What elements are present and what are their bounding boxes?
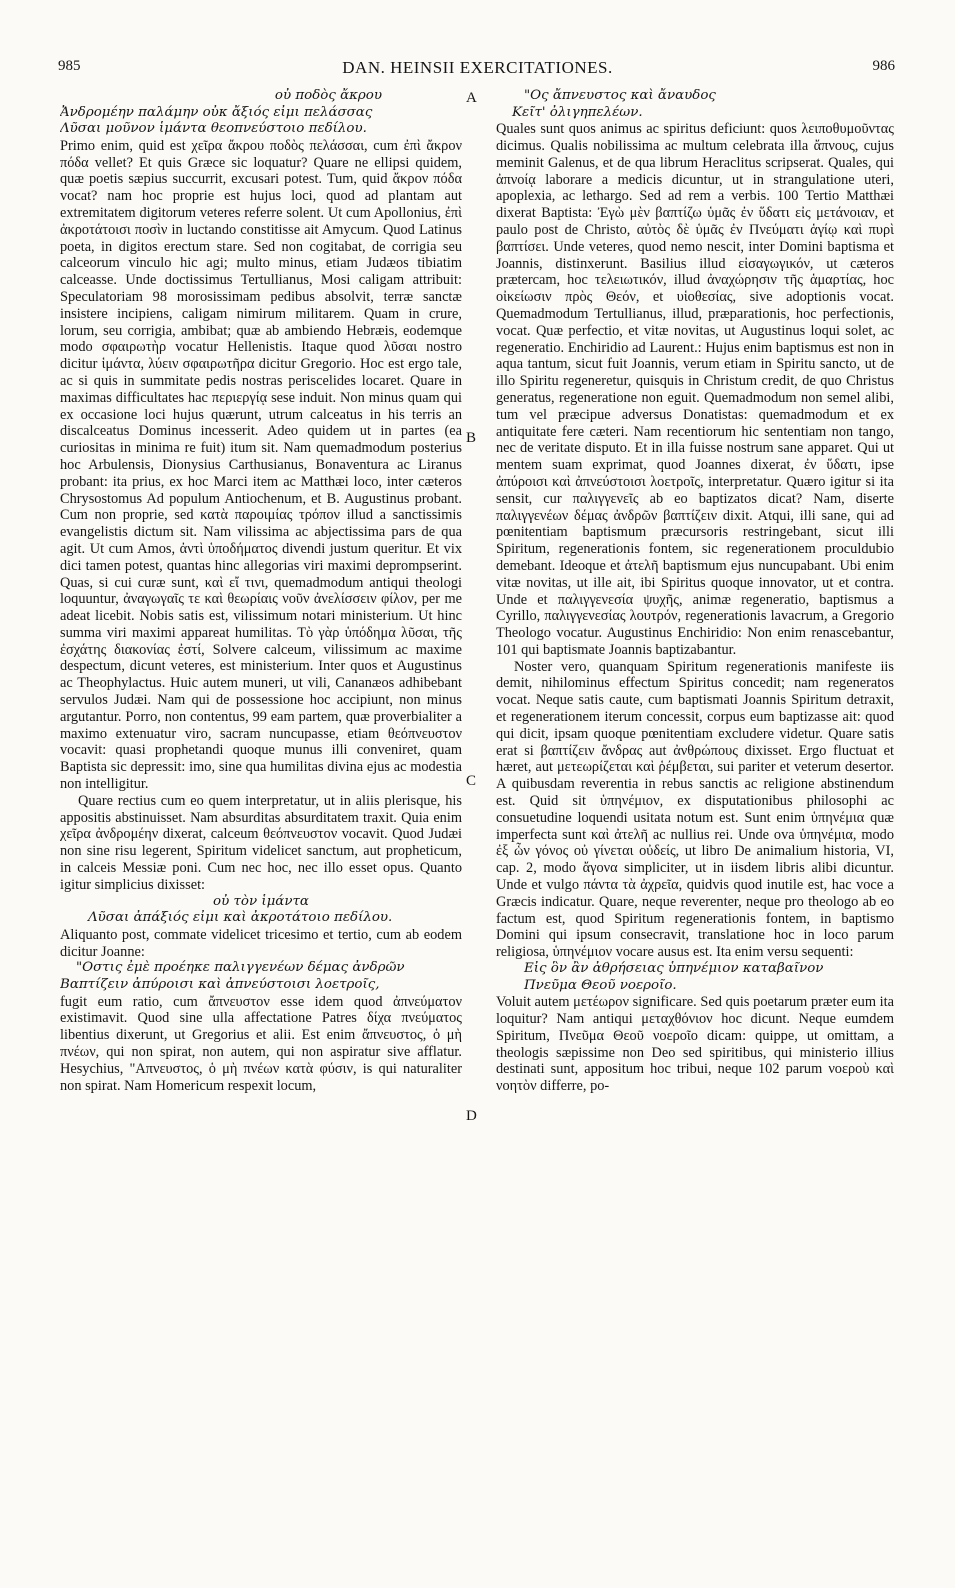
verse-line: Κεῖτ' ὀλιγηπελέων. bbox=[512, 104, 643, 120]
margin-marker-d: D bbox=[466, 1108, 477, 1124]
verse-line: οὐ ποδὸς ἄκρου bbox=[274, 88, 382, 103]
paragraph: fugit eum ratio, cum ἄπνευστον esse idem quod ἀπνεύματον existimavit. Quod sine ulla affectatione Patres δίχα πνεύματος libentius dixerunt, ut Gregorius et alii. Est enim ἄπνευστος, ὁ μὴ πνέων, qui non spirat, non autem, qui non aspiratur sive afflatur. Hesychius, "Απνευστος, ὁ μὴ πνέων κατὰ φύσιν, is qui naturaliter non spirat. Nam Homericum respexit locum, bbox=[60, 993, 462, 1094]
verse-line: Λῦσαι μοῦνον ἱμάντα θεοπνεύστοιο πεδίλου. bbox=[60, 121, 367, 137]
verse-line: Πνεῦμα Θεοῦ νοεροῖο. bbox=[524, 977, 677, 993]
page-number-left: 985 bbox=[58, 58, 81, 74]
margin-marker-c: C bbox=[466, 773, 477, 789]
verse-line: "Οστις ἐμὲ προέηκε παλιγγενέων δέμας ἀνδρῶν bbox=[76, 960, 405, 976]
verse-line: Βαπτίζειν ἀπύροισι καὶ ἀπνεύστοισι λοετροῖς, bbox=[60, 977, 380, 993]
running-title: DAN. HEINSII EXERCITATIONES. bbox=[342, 58, 613, 77]
paragraph: Quales sunt quos animus ac spiritus deficiunt: quos λειποθυμοῦντας dicimus. Qualis nobilissima ac multum celebrata illa ἄπνους, cujus meminit Galenus, et de qua librum Heraclitus scripserat. Quales, qui ἀπνοίᾳ laborare a medicis dicuntur, ut in strangulatione uteri, apoplexia, ac lethargo. Sed ad rem a verbis. 100 Tertio Matthæi dixerat Baptista: Ἐγὼ μὲν βαπτίζω ὑμᾶς ἐν ὕδατι εἰς μετάνοιαν, et paulo post de Christo, αὐτὸς δὲ ὑμᾶς ἐν Πνεύματι ἁγίῳ καὶ πυρὶ βαπτίσει. Unde veteres, quod nemo nescit, inter Domini baptisma et Joannis, distinxerunt. Basilius illud εἰσαγωγικόν, ut cæteros prætercam, hoc τελειωτικόν, illud ἀναχώρησιν τῆς ἁμαρτίας, hoc οἰκείωσιν πρὸς Θεόν, et υἱοθεσίας, sive adoptionis vocat. Quemadmodum Tertullianus, illud, præparationis, hoc perfectionis, vocat. Quæ perfectio, et vitæ novitas, ut Augustinus loqui solet, ac regeneratio. Enchiridio ad Laurent.: Hujus enim baptismus est non in aqua tantum, sicut fuit Joannis, verum etiam in Spiritu sancto, ut de illo Spiritu regeneretur, quisquis in Christum credit, de quo Christus generatus, regeneratione non eguit. Quemadmodum non semel alibi, tum vel præcipue adversus Donatistas: quemadmodum et ex antiquitate fere cæteri. Nam recentiorum hic sententiam non tango, nec de veritate disputo. Et in illa fuisse nostrum sane apparet. Qui ut mentem suam exprimat, quod Joannes dixerat, ἐν ὕδατι, ipse ἀπύροισι καὶ ἀπνεύστοισι λοετροῖς, interpretatur. Quæro igitur si ita sensit, cur παλιγγενεῖς ab eo baptizatos dicat? Nam, diserte παλιγγενέων δέμας ἀνδρῶν βαπτίζειν dixit. Atqui, illi sane, qui ad pœnitentiam baptismum præcursoris restringebant, sicut illi Spiritum, regenerationis fontem, sic regenerationem proculdubio demebant. Ideoque et ἀτελῆ baptismum ejus nuncupabant. Ubi enim vitæ novitas, ut ille ait, ibi Spiritus quoque innovator, ut et contra. Unde et παλιγγενεσία ψυχῆς, animæ regeneratio, baptismus a Cyrillo, παλιγγενεσίας λουτρόν, regenerationis lavacrum, a Gregorio Theologo vocatur. Augustinus Enchiridio: Non enim renascebantur, 101 qui baptismate Joannis baptizabantur. bbox=[496, 121, 894, 658]
verse-line: Λῦσαι ἀπάξιός εἰμι καὶ ἀκροτάτοιο πεδίλου. bbox=[88, 910, 393, 926]
paragraph: Quare rectius cum eo quem interpretatur, ut in aliis plerisque, his appositis abstinuisset. Nam absurditas absurditatem traxit. Quia enim χεῖρα ἀνδρομέην dixerat, calceum θεόπνευστον vocavit. Quod Judæi non sine risu legerent, Spiritum videlicet sanctum, aut propheticum, in calceis Messiæ poni. Cum nec hoc, nec illo esset opus. Quanto igitur simplicius dixisset: bbox=[60, 792, 462, 893]
paragraph: Aliquanto post, commate videlicet tricesimo et tertio, cum ab eodem dicitur Joanne: bbox=[60, 926, 462, 960]
right-column bbox=[496, 88, 894, 1578]
verse-line: "Ος ἄπνευστος καὶ ἄναυδος bbox=[524, 88, 716, 103]
page-number-right: 986 bbox=[872, 58, 895, 74]
left-column bbox=[60, 88, 462, 1578]
verse-line: Ἀνδρομέην παλάμην οὐκ ἄξιός εἰμι πελάσσας bbox=[60, 104, 373, 120]
paragraph: Primo enim, quid est χεῖρα ἄκρου ποδὸς πελάσσαι, cum ἐπὶ ἄκρον πόδα vellet? Et quis Græce sic loquatur? Quare ne ellipsi quidem, quæ poetis sæpius succurrit, excusari potest. Tum, quid ἄκρον πόδα vocat? nam hoc proprie est hujus loci, quod ad plantam aut extremitatem digitorum veteres referre solent. Ut cum Apollonius, ἐπὶ ἀκροτάτοισι ποσὶν in luctando constitisse ait Amycum. Quod Latinus poeta, in digitos erectum stare. Sed non cogitabat, de corrigia seu calceorum vinculo hic agi; multo minus, etiam Judæos tibiatim calceasse. Unde doctissimus Tertullianus, Mosi caligam attribuit: Speculatoriam 98 morosissimam pedibus absolvit, terræ sanctæ insistere incipiens, caligam nimirum militarem. Quam in crure, lorum, seu corrigia, ambibat; quæ ab ambiendo Hebræis, eodemque modo σφαιρωτὴρ vocatur Hellenistis. Itaque quod λῦσαι nostro dicitur ἱμάντα, λύειν σφαιρωτῆρα dicitur Gregorio. Hoc est ergo tale, ac si quis in summitate pedis nostras periscelides locaret. Quare in maximas difficultates hac περιεργίᾳ sese induit. Non minus quam qui ex occasione loci hujus quærunt, utrum calceatus in his terris an discalceatus Dominus incesserit. Adeo quidem ut in partes (ea curiositas in minima re fuit) itum sit. Nam quemadmodum posterius hoc Arbulensis, Dionysius Carthusianus, Bonaventura ac Liranus probant: ita prius, ex hoc Marci item ac Matthæi loco, inter cæteros Chrysostomus Ad populum Antiochenum, et B. Augustinus probant. Cum non proprie, sed κατὰ παροιμίας τρόπον illud a sanctissimis evangelistis dictum sit. Nam vilissima ac abjectissima pars de qua agit. Ut cum Amos, ἀντὶ ὑποδήματος divendi justum queritur. Et vix dici tamen potest, quantas hinc allegorias viri maximi deprompserint. Quas, si cui curæ sunt, καὶ εἴ τινι, quemadmodum antiqui theologi loquuntur, ἀναγωγαῖς τε καὶ θεωρίαις νοῦν ἀνελίσσειν φίλον, per me adeat licebit. Nobis satis est, vilissimum notari ministerium. Ut hinc summa viri maximi appareat humilitas. Τὸ γὰρ ὑπόδημα λῦσαι, τῆς ἐσχάτης διακονίας ἐστί, Solvere calceum, vilissimum ac maxime despectum, dicunt veteres, est ministerium. Inter quos et Augustinus ac Theophylactus. Huic autem muneri, ut vili, Cananæos adhibebant servulos Judæi. Nam qui de possessione hoc accipiunt, non minus argutantur. Porro, non contentus, 99 eam partem, quæ proverbialiter a maximo extenuatur viro, sacram nuncupasse, etiam θεόπνευστον vocavit: quasi prophetandi quoque munus illi conveniret, quam Baptista sic depressit: imo, sine qua humilitas divina ejus ac modestia non intelligitur. bbox=[60, 137, 462, 793]
paragraph: Noster vero, quanquam Spiritum regenerationis manifeste iis demit, nihilominus effectum Spiritus concedit; nam regeneratos vocat. Neque satis caute, cum baptismati Joannis Spiritum detraxit, et regenerationem iterum concessit, corpus eum baptizasse ait: quod qui dicit, ipsam quoque pœnitentiam excludere videtur. Quare satis erat si βαπτίζειν ἄνδρας aut ἀνθρώπους dixisset. Ergo fluctuat et hæret, aut μετεωρίζεται καὶ ῥέμβεται, sui pariter et veterum desertor. A quibusdam reverentia in rebus sanctis ac religione abstinendum est. Quid sit ὑπηνέμιον, ex disputationibus philosophi ac consuetudine loquendi usitata notum est. Sunt enim ὑπηνέμια quæ imperfecta sunt καὶ ἀτελῆ ac nullius rei. Unde ova ὑπηνέμια, modo ἐξ ὧν γόνος οὐ γίνεται οὐδείς, ut libro De animalium historia, VI, cap. 2, modo ἄγονα simpliciter, ut in iisdem libris alibi dicuntur. Unde et vulgo πάντα τὰ ἀχρεῖα, quidvis quod inutile est, hac voce a Græcis indicatur. Quare, neque reverenter, neque pro theologo ab eo factum est, quod Spiritum regenerationis fontem, in baptismo Domini qui ipsum consecravit, translatione hoc in loco parum religiosa, ὑπηνέμιον vocare ausus est. Ita enim versu sequenti: bbox=[496, 658, 894, 961]
verse-line: Εἰς ὃν ἂν ἀθρήσειας ὑπηνέμιον καταβαῖνον bbox=[524, 961, 824, 977]
margin-marker-b: B bbox=[466, 430, 477, 446]
paragraph: Voluit autem μετέωρον significare. Sed quis poetarum præter eum ita loquitur? Nam antiqui μεταχθόνιον hoc dicunt. Neque eumdem Spiritum, Πνεῦμα Θεοῦ νοεροῖο dicam: quippe, ut omittam, a theologis sæpissime non Deo sed spiritibus, qui ministerio illius destinati sunt, appositum hoc tribui, neque 102 parum νοεροὺ καὶ νοητὸν differre, po- bbox=[496, 994, 894, 1095]
page-header bbox=[0, 58, 955, 82]
verse-line: οὐ τὸν ἱμάντα bbox=[213, 893, 309, 909]
margin-marker-a: A bbox=[466, 90, 477, 106]
